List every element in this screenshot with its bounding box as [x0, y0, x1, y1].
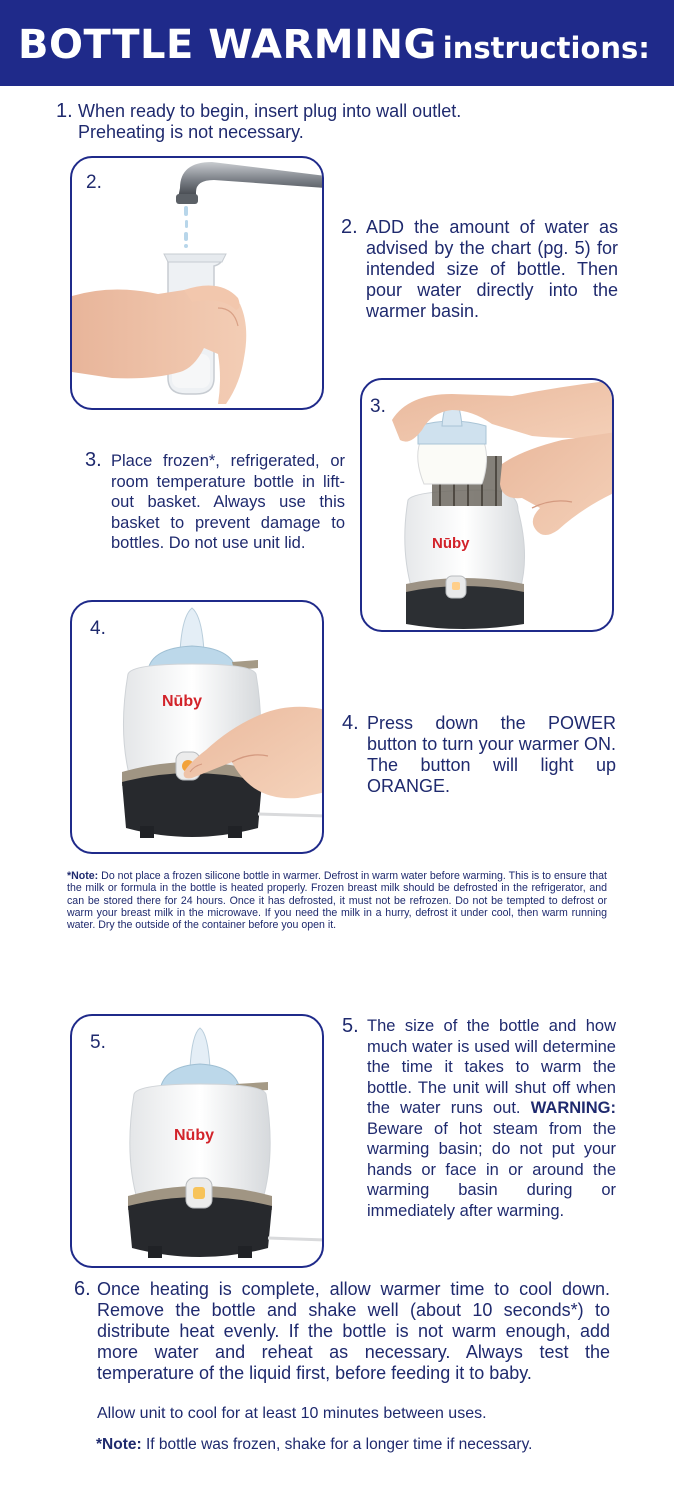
step-1-number: 1. [56, 100, 73, 122]
basket-bottle-warmer-illustration [362, 380, 614, 632]
step-2-image-frame [70, 156, 324, 410]
step-5-number: 5. [342, 1015, 359, 1037]
step-2-frame-label: 2. [86, 172, 102, 193]
step-3-text: Place frozen*, refrigerated, or room temperature bottle in lift-out basket. Always use this basket to prevent damage to bottles. Do not use unit lid. [111, 452, 345, 552]
title-sub: instructions: [442, 31, 650, 65]
header-banner [0, 0, 674, 86]
nuby-logo-step3: Nūby [432, 535, 470, 552]
step-5-text-main: The size of the bottle and how much water is used will determine the time it takes to warm the bottle. The unit will shut off when the water runs out. [367, 1017, 616, 1117]
step-6-number: 6. [74, 1278, 91, 1300]
page-title [18, 22, 650, 68]
step-5-warning-label: WARNING: [530, 1099, 616, 1117]
faucet-filling-cup-illustration [72, 158, 324, 410]
step-4-text: Press down the POWER button to turn your warmer ON. The button will light up ORANGE. [367, 713, 616, 796]
cooling-instruction: Allow unit to cool for at least 10 minutes between uses. [97, 1405, 487, 1422]
step-3-frame-label: 3. [370, 396, 386, 417]
step-5-image-frame [70, 1014, 324, 1268]
nuby-logo-step5: Nūby [174, 1127, 214, 1144]
defrost-note [67, 870, 607, 931]
defrost-note-text: Do not place a frozen silicone bottle in warmer. Defrost in warm water before warming. This is to ensure that the milk or formula in the bottle is heated properly. Frozen breast milk should be defrosted in the refrigerator, and can be stored there for 24 hours. Once it has defrosted, it must not be refrozen. Do not be tempted to defrost or warm your breast milk in the microwave. If you need the milk in a hurry, defrost it under cool, then warm running water. Dry the outside of the container before you open it. [67, 870, 607, 932]
step-4-image-frame [70, 600, 324, 854]
defrost-note-label: *Note: [67, 870, 99, 882]
step-4-number: 4. [342, 712, 359, 734]
frozen-note [96, 1436, 636, 1454]
step-3-image-frame [360, 378, 614, 632]
step-2-number: 2. [341, 216, 358, 238]
frozen-note-text: If bottle was frozen, shake for a longer time if necessary. [145, 1436, 533, 1453]
warmer-with-bottle-illustration [72, 1016, 324, 1268]
step-1-text: When ready to begin, insert plug into wall outlet. Preheating is not necessary. [78, 101, 462, 142]
step-3-number: 3. [85, 449, 102, 471]
nuby-logo-step4: Nūby [162, 693, 202, 710]
step-5-text [367, 1016, 616, 1221]
step-5-frame-label: 5. [90, 1032, 106, 1053]
step-2-text: ADD the amount of water as advised by the chart (pg. 5) for intended size of bottle. Then pour water directly into the warmer basin. [366, 217, 618, 321]
press-power-button-illustration [72, 602, 324, 854]
step-6-text: Once heating is complete, allow warmer time to cool down. Remove the bottle and shake well (about 10 seconds*) to distribute heat evenly. If the bottle is not warm enough, add more water and reheat as necessary. Always test the temperature of the liquid first, before feeding it to baby. [97, 1279, 610, 1383]
title-main: BOTTLE WARMING [18, 22, 437, 68]
step-5-warning-text: Beware of hot steam from the warming basin; do not put your hands or face in or around the warming basin during or immediately after warming. [367, 1119, 616, 1220]
step-4-frame-label: 4. [90, 618, 106, 639]
frozen-note-label: *Note: [96, 1436, 142, 1453]
